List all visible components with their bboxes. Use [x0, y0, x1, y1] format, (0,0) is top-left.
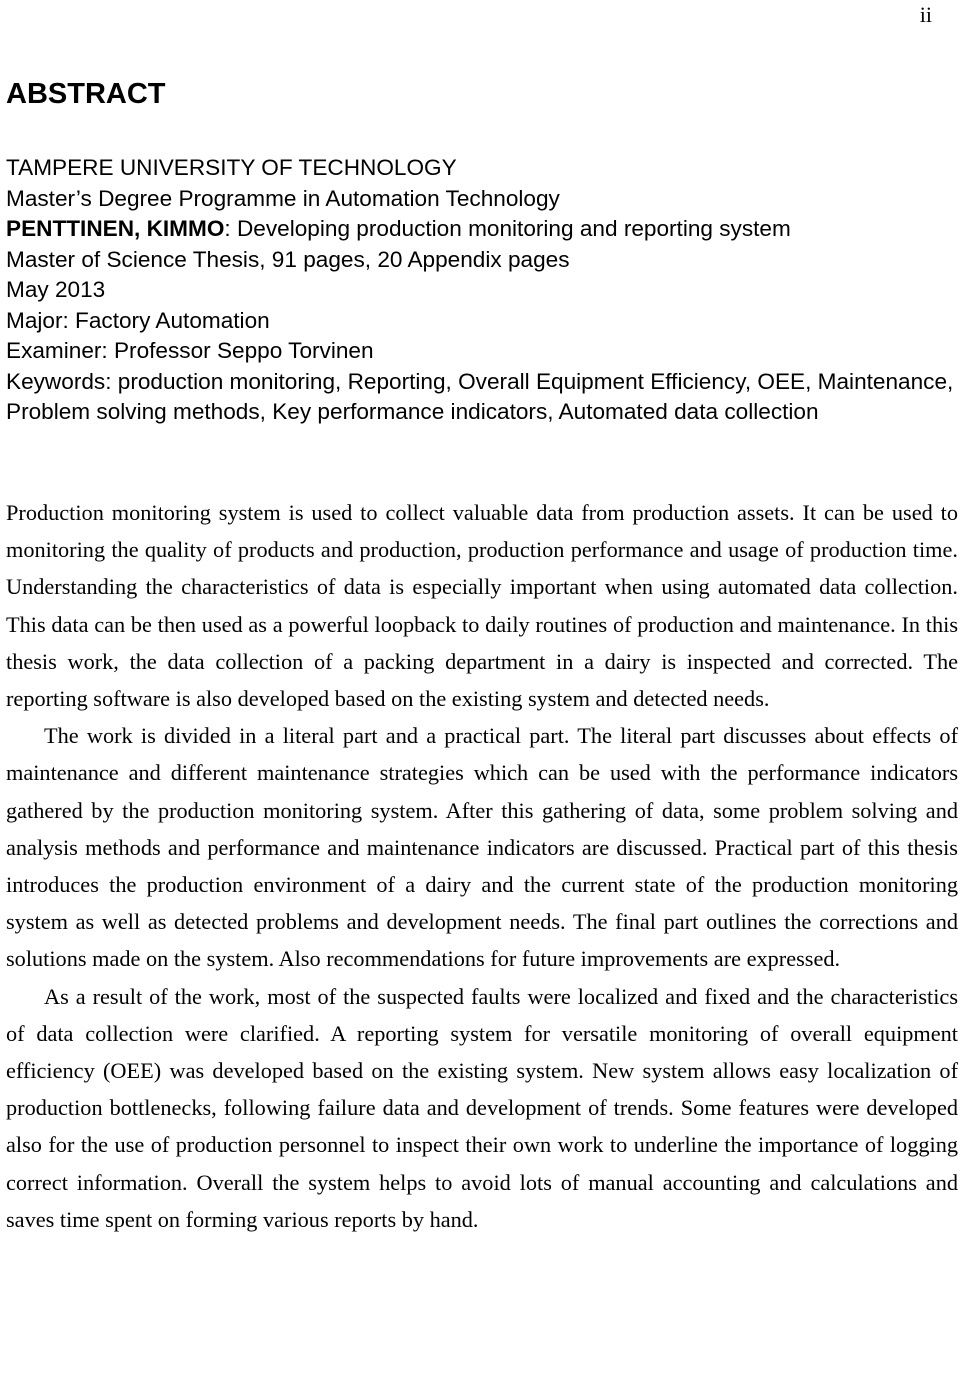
thesis-examiner: Examiner: Professor Seppo Torvinen — [6, 338, 374, 363]
author-title-line — [6, 214, 956, 245]
author-name: PENTTINEN, KIMMO — [6, 216, 225, 241]
university-name: TAMPERE UNIVERSITY OF TECHNOLOGY — [6, 155, 457, 180]
thesis-title: : Developing production monitoring and reporting system — [224, 216, 791, 241]
degree-programme: Master’s Degree Programme in Automation Technology — [6, 185, 560, 211]
abstract-paragraph-2: The work is divided in a literal part and a practical part. The literal part discusses about effects of maintenance and different maintenance strategies which can be used with the performance indicators gathered by the production monitoring system. After this gathering of data, some problem solving and analysis methods and performance and maintenance indicators are discussed. Practical part of this thesis introduces the production environment of a dairy and the current state of the production monitoring system as well as detected problems and development needs. The final part outlines the corrections and solutions made on the system. Also recommendations for future improvements are expressed. — [6, 723, 958, 972]
thesis-date: May 2013 — [6, 277, 106, 302]
abstract-paragraph-1: Production monitoring system is used to collect valuable data from production assets. It can be used to monitoring the quality of products and production, production performance and usage of production time. Understanding the characteristics of data is especially important when using automated data collection. This data can be then used as a powerful loopback to daily routines of production and maintenance. In this thesis work, the data collection of a packing department in a dairy is inspected and corrected. The reporting software is also developed based on the existing system and detected needs. — [6, 500, 958, 712]
thesis-major: Major: Factory Automation — [6, 307, 270, 333]
thesis-keywords: Keywords: production monitoring, Reporting, Overall Equipment Efficiency, OEE, Maintenance, Problem solving methods, Key performance indicators, Automated data collection — [6, 368, 954, 424]
abstract-body — [6, 494, 958, 1238]
abstract-paragraph-3: As a result of the work, most of the suspected faults were localized and fixed and the characteristics of data collection were clarified. A reporting system for versatile monitoring of overall equipment efficiency (OEE) was developed based on the existing system. New system allows easy localization of production bottlenecks, following failure data and development of trends. Some features were developed also for the use of production personnel to inspect their own work to underline the importance of logging correct information. Overall the system helps to avoid lots of manual accounting and calculations and saves time spent on forming various reports by hand. — [6, 983, 958, 1232]
thesis-metadata — [6, 153, 956, 428]
page-number: ii — [919, 2, 932, 27]
abstract-heading: ABSTRACT — [6, 78, 166, 110]
thesis-info: Master of Science Thesis, 91 pages, 20 Appendix pages — [6, 246, 570, 272]
